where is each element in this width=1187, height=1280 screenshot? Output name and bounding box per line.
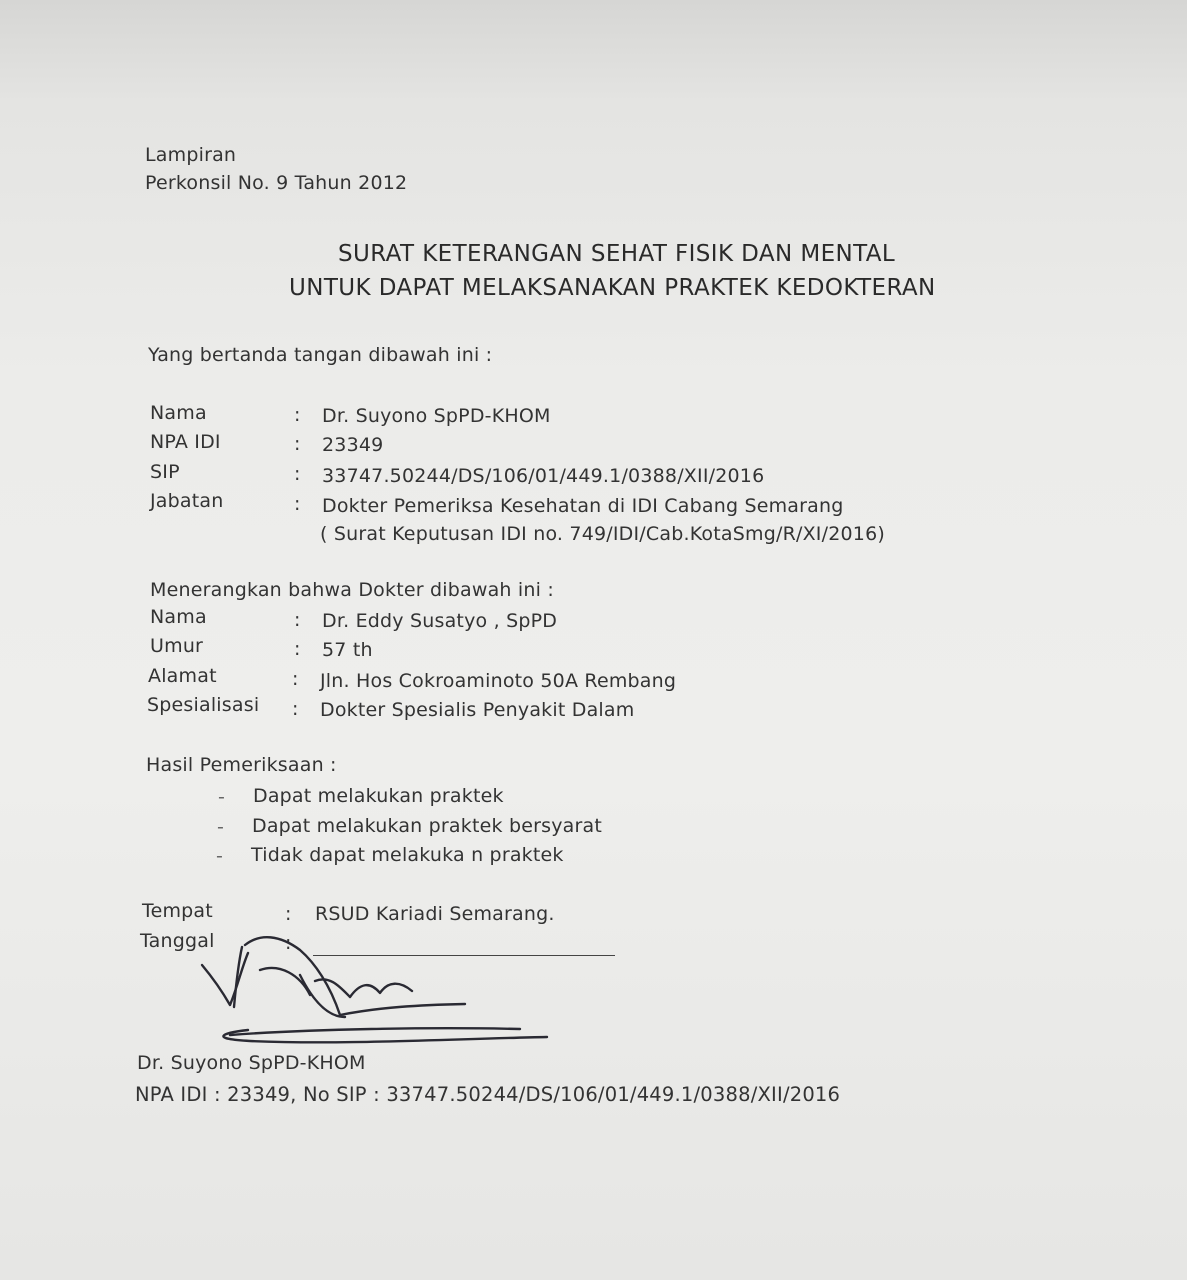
regulation-reference: Perkonsil No. 9 Tahun 2012 (145, 172, 408, 194)
signer-npa-label: NPA IDI (150, 431, 221, 453)
doctor-name-label: Nama (150, 606, 207, 628)
doctor-address-value: Jln. Hos Cokroaminoto 50A Rembang (320, 670, 677, 692)
signer-sip-value: 33747.50244/DS/106/01/449.1/0388/XII/2016 (322, 465, 765, 487)
colon: : (292, 668, 299, 690)
doctor-specialty-label: Spesialisasi (147, 694, 260, 716)
signer-npa-value: 23349 (322, 434, 384, 456)
handwritten-signature (190, 925, 570, 1055)
place-label: Tempat (142, 900, 213, 922)
colon: : (292, 698, 299, 720)
document-title-line1: SURAT KETERANGAN SEHAT FISIK DAN MENTAL (338, 241, 896, 267)
place-value: RSUD Kariadi Semarang. (315, 903, 555, 925)
doctor-address-label: Alamat (148, 665, 217, 687)
statement-text: Menerangkan bahwa Dokter dibawah ini : (150, 579, 554, 601)
signer-sip-label: SIP (150, 461, 180, 483)
colon: : (294, 638, 301, 660)
signer-position-value: Dokter Pemeriksa Kesehatan di IDI Cabang Semarang (322, 495, 844, 517)
doctor-age-value: 57 th (322, 639, 373, 661)
bullet-dash: - (216, 845, 223, 867)
signer-printed-name: Dr. Suyono SpPD-KHOM (137, 1052, 366, 1074)
result-option: Tidak dapat melakuka n praktek (251, 844, 564, 866)
signer-name-label: Nama (150, 402, 207, 424)
signer-ids-line: NPA IDI : 23349, No SIP : 33747.50244/DS/106/01/449.1/0388/XII/2016 (135, 1083, 841, 1106)
date-label: Tanggal (140, 930, 215, 952)
signer-position-label: Jabatan (150, 490, 224, 512)
doctor-name-value: Dr. Eddy Susatyo , SpPD (322, 610, 558, 632)
colon: : (294, 433, 301, 455)
colon: : (285, 903, 292, 925)
colon: : (294, 493, 301, 515)
bullet-dash: - (218, 786, 225, 808)
colon: : (294, 404, 301, 426)
doctor-age-label: Umur (150, 635, 204, 657)
signer-name-value: Dr. Suyono SpPD-KHOM (322, 405, 551, 427)
result-option: Dapat melakukan praktek bersyarat (252, 815, 602, 837)
result-option: Dapat melakukan praktek (253, 785, 504, 807)
colon: : (285, 932, 292, 954)
intro-text: Yang bertanda tangan dibawah ini : (148, 344, 493, 366)
bullet-dash: - (217, 816, 224, 838)
results-heading: Hasil Pemeriksaan : (146, 754, 337, 776)
doctor-specialty-value: Dokter Spesialis Penyakit Dalam (320, 699, 635, 721)
colon: : (294, 463, 301, 485)
signer-position-note: ( Surat Keputusan IDI no. 749/IDI/Cab.KotaSmg/R/XI/2016) (320, 523, 885, 545)
document-title-line2: UNTUK DAPAT MELAKSANAKAN PRAKTEK KEDOKTERAN (289, 275, 936, 301)
attachment-label: Lampiran (145, 144, 237, 166)
colon: : (294, 609, 301, 631)
